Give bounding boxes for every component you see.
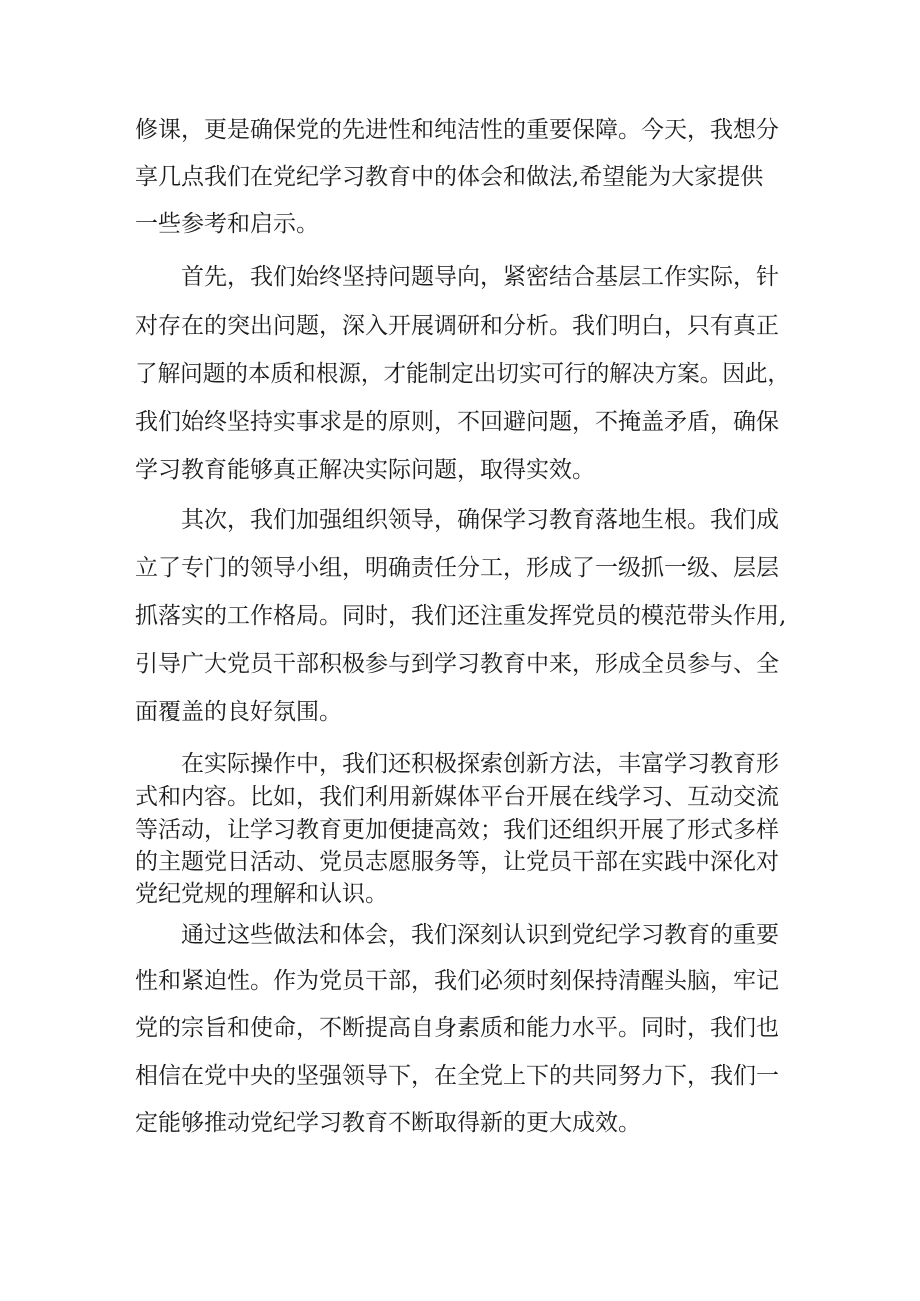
- paragraph-3-line-1: 其次，我们加强组织领导，确保学习教育落地生根。我们成: [181, 507, 779, 533]
- paragraph-2-line-3: 了解问题的本质和根源，才能制定出切实可行的解决方案。因此，: [135, 361, 790, 387]
- paragraph-3-line-2: 立了专门的领导小组，明确责任分工，形成了一级抓一级、层层: [135, 555, 779, 581]
- paragraph-2-line-5: 学习教育能够真正解决实际问题，取得实效。: [135, 457, 595, 483]
- paragraph-1-line-2: 享几点我们在党纪学习教育中的体会和做法,希望能为大家提供: [135, 164, 764, 190]
- paragraph-4-line-3: 等活动，让学习教育更加便捷高效；我们还组织开展了形式多样: [135, 817, 779, 843]
- paragraph-4-line-5: 党纪党规的理解和认识。: [135, 881, 388, 907]
- paragraph-4-line-4: 的主题党日活动、党员志愿服务等，让党员干部在实践中深化对: [135, 849, 779, 875]
- paragraph-1-line-1: 修课，更是确保党的先进性和纯洁性的重要保障。今天，我想分: [135, 117, 779, 143]
- paragraph-2-line-4: 我们始终坚持实事求是的原则，不回避问题，不掩盖矛盾，确保: [135, 409, 779, 435]
- paragraph-1-line-3: 一些参考和启示。: [135, 211, 319, 237]
- paragraph-4-line-2: 式和内容。比如，我们利用新媒体平台开展在线学习、互动交流: [135, 784, 779, 810]
- paragraph-3-line-4: 引导广大党员干部积极参与到学习教育中来，形成全员参与、全: [135, 651, 779, 677]
- paragraph-2-line-1: 首先，我们始终坚持问题导向，紧密结合基层工作实际，针: [181, 264, 779, 290]
- paragraph-5-line-2: 性和紧迫性。作为党员干部，我们必须时刻保持清醒头脑，牢记: [135, 968, 779, 994]
- paragraph-5-line-4: 相信在党中央的坚强领导下，在全党上下的共同努力下，我们一: [135, 1063, 779, 1089]
- paragraph-5-line-3: 党的宗旨和使命，不断提高自身素质和能力水平。同时，我们也: [135, 1015, 779, 1041]
- paragraph-3-line-5: 面覆盖的良好氛围。: [135, 699, 342, 725]
- paragraph-5-line-1: 通过这些做法和体会，我们深刻认识到党纪学习教育的重要: [181, 922, 779, 948]
- paragraph-4-line-1: 在实际操作中，我们还积极探索创新方法，丰富学习教育形: [181, 751, 779, 777]
- paragraph-3-line-3: 抓落实的工作格局。同时，我们还注重发挥党员的模范带头作用,: [135, 603, 787, 629]
- paragraph-5-line-5: 定能够推动党纪学习教育不断取得新的更大成效。: [135, 1110, 641, 1136]
- paragraph-2-line-2: 对存在的突出问题，深入开展调研和分析。我们明白，只有真正: [135, 313, 779, 339]
